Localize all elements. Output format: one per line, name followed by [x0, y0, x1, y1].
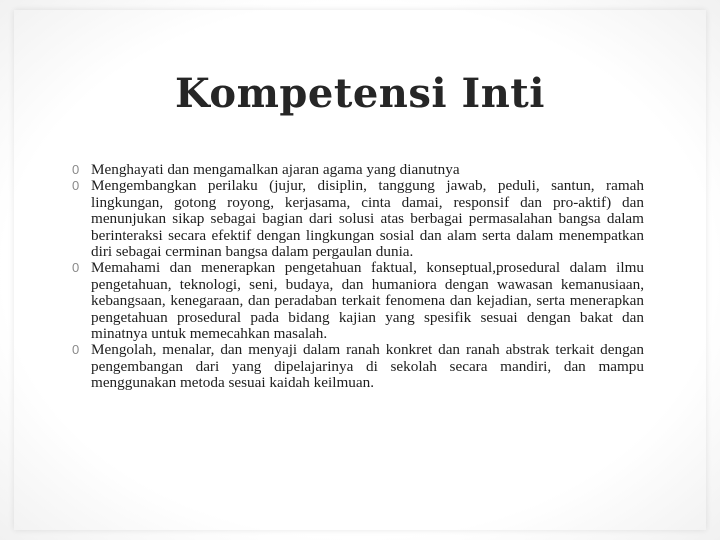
- list-item-text: Mengolah, menalar, dan menyaji dalam ranah konkret dan ranah abstrak terkait dengan pengembangan dari yang dipelajarinya di sekolah secara mandiri, dan mampu menggunakan metoda sesuai kaidah keilmuan.: [91, 341, 644, 392]
- list-item: [72, 162, 644, 178]
- bullet-marker: 0: [72, 178, 80, 194]
- list-item: [72, 342, 644, 391]
- bullet-marker: 0: [72, 260, 80, 276]
- list-item-text: Mengembangkan perilaku (jujur, disiplin, tanggung jawab, peduli, santun, ramah lingkungan, gotong royong, kerjasama, cinta damai, responsif dan pro-aktif) dan menunjukan sikap sebagai bagian dari solusi atas berbagai permasalahan bangsa dalam berinteraksi secara efektif dengan lingkungan sosial dan alam serta dalam menempatkan diri sebagai cerminan bangsa dalam pergaulan dunia.: [91, 177, 644, 261]
- list-item-text: Memahami dan menerapkan pengetahuan faktual, konseptual,prosedural dalam ilmu pengetahuan, teknologi, seni, budaya, dan humaniora dengan wawasan kemanusiaan, kebangsaan, kenegaraan, dan peradaban terkait fenomena dan kejadian, serta menerapkan pengetahuan prosedural pada bidang kajian yang spesifik sesuai dengan bakat dan minatnya untuk memecahkan masalah.: [91, 259, 644, 343]
- bullet-marker: 0: [72, 162, 80, 177]
- slide-title: Kompetensi Inti: [175, 70, 545, 117]
- list-item-text: Menghayati dan mengamalkan ajaran agama yang dianutnya: [91, 161, 460, 178]
- bullet-marker: 0: [72, 342, 80, 358]
- bullet-list: [72, 162, 644, 392]
- list-item: [72, 178, 644, 260]
- list-item: [72, 260, 644, 342]
